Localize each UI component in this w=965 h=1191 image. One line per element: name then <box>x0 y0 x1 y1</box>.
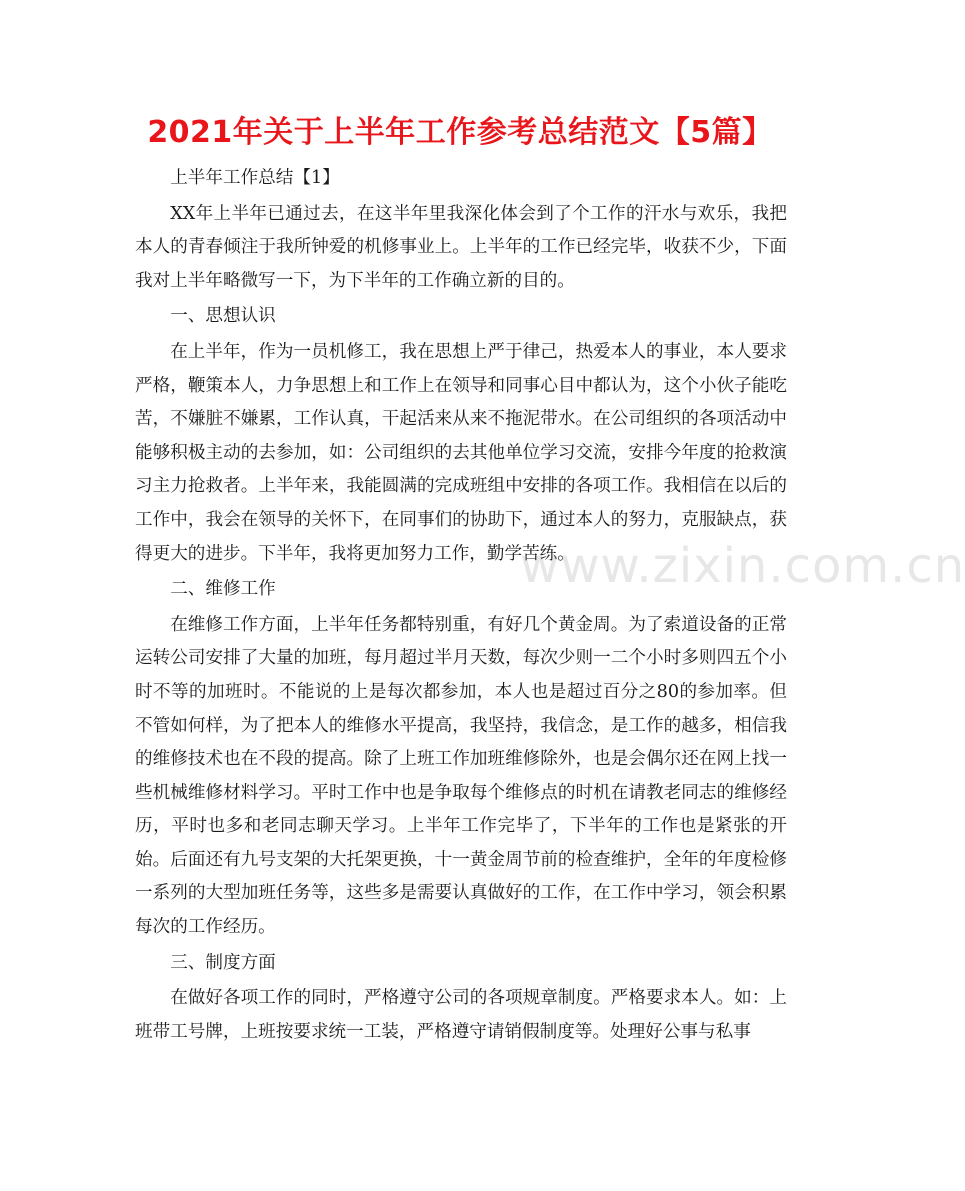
watermark: www.zixin.com.cn <box>520 538 965 594</box>
paragraph-thinking: 在上半年，作为一员机修工，我在思想上严于律己，热爱本人的事业，本人要求严格，鞭策本人，力争思想上和工作上在领导和同事心目中都认为，这个小伙子能吃苦，不嫌脏不嫌累，工作认真，干起活来从来不拖泥带水。在公司组织的各项活动中能够积极主动的去参加，如：公司组织的去其他单位学习交流，安排今年度的抢救演习主力抢救者。上半年来，我能圆满的完成班组中安排的各项工作。我相信在以后的工作中，我会在领导的关怀下，在同事们的协助下，通过本人的努力，克服缺点，获得更大的进步。下半年，我将更加努力工作，勤学苦练。 <box>135 341 787 564</box>
document-body <box>135 160 787 1049</box>
document-title: 2021年关于上半年工作参考总结范文【5篇】 <box>147 115 773 150</box>
section-title: 上半年工作总结【1】 <box>170 168 340 188</box>
paragraph-rules: 在做好各项工作的同时，严格遵守公司的各项规章制度。严格要求本人。如：上班带工号牌，上班按要求统一工装，严格遵守请销假制度等。处理好公事与私事 <box>135 988 787 1042</box>
paragraph-maintenance: 在维修工作方面，上半年任务都特别重，有好几个黄金周。为了索道设备的正常运转公司安排了大量的加班，每月超过半月天数，每次少则一二个小时多则四五个小时不等的加班时。不能说的上是每次都参加，本人也是超过百分之80的参加率。但不管如何样，为了把本人的维修水平提高，我坚持，我信念，是工作的越多，相信我的维修技术也在不段的提高。除了上班工作加班维修除外，也是会偶尔还在网上找一些机械维修材料学习。平时工作中也是争取每个维修点的时机在请教老同志的维修经历，平时也多和老同志聊天学习。上半年工作完毕了，下半年的工作也是紧张的开始。后面还有九号支架的大托架更换，十一黄金周节前的检查维护，全年的年度检修一系列的大型加班任务等，这些多是需要认真做好的工作，在工作中学习，领会积累每次的工作经历。 <box>135 614 787 938</box>
heading-thinking: 一、思想认识 <box>170 306 276 327</box>
intro-paragraph: XX年上半年已通过去，在这半年里我深化体会到了个工作的汗水与欢乐，我把本人的青春倾注于我所钟爱的机修事业上。上半年的工作已经完毕，收获不少，下面我对上半年略微写一下，为下半年的工作确立新的目的。 <box>135 203 787 291</box>
heading-maintenance: 二、维修工作 <box>170 579 276 600</box>
heading-rules: 三、制度方面 <box>170 952 276 973</box>
